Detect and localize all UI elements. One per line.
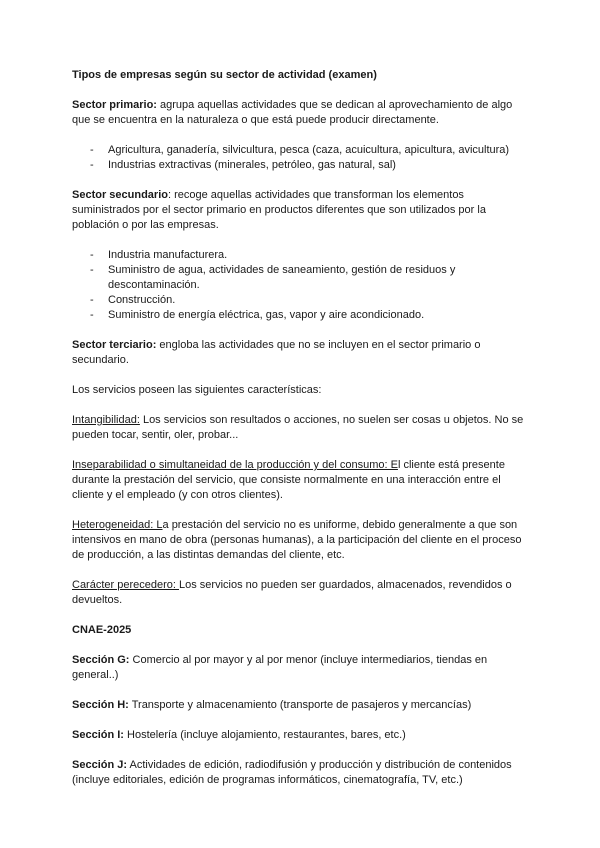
seccion-j bbox=[72, 758, 528, 788]
sector-primario-text: agrupa aquellas actividades que se dedican al aprovechamiento de algo que se encuentra en la naturaleza o que está puede producir directamente. bbox=[72, 99, 513, 126]
sector-primario-label: Sector primario: bbox=[72, 99, 157, 111]
sector-terciario-paragraph bbox=[72, 338, 528, 368]
seccion-h bbox=[72, 698, 528, 713]
caracteristica-inseparabilidad bbox=[72, 458, 528, 503]
caracteristica-perecedero bbox=[72, 578, 528, 608]
sector-terciario-text: engloba las actividades que no se incluyen en el sector primario o secundario. bbox=[72, 339, 481, 366]
seccion-i bbox=[72, 728, 528, 743]
sector-secundario-label: Sector secundario bbox=[72, 189, 168, 201]
seccion-text: Comercio al por mayor y al por menor (incluye intermediarios, tiendas en general..) bbox=[72, 654, 488, 681]
caracteristica-label: Heterogeneidad: L bbox=[72, 519, 163, 531]
list-item: - Suministro de energía eléctrica, gas, vapor y aire acondicionado. bbox=[72, 308, 528, 323]
caracteristica-heterogeneidad bbox=[72, 518, 528, 563]
caracteristica-label: Carácter perecedero: bbox=[72, 579, 179, 591]
caracteristica-text: a prestación del servicio no es uniforme, debido generalmente a que son intensivos en mano de obra (personas humanas), a la participación del cliente en el proceso de producción, a las distintas demandas del cliente, etc. bbox=[72, 519, 522, 561]
seccion-text: Hostelería (incluye alojamiento, restaurantes, bares, etc.) bbox=[123, 729, 406, 741]
caracteristica-text: l cliente está presente durante la prestación del servicio, que consiste normalmente en una interacción entre el cliente y el empleado (y con otros clientes). bbox=[72, 459, 505, 501]
sector-primario-list bbox=[72, 143, 528, 173]
caracteristica-label: Intangibilidad: bbox=[72, 414, 140, 426]
caracteristica-text: Los servicios no pueden ser guardados, almacenados, revendidos o devueltos. bbox=[72, 579, 512, 606]
sector-terciario-label: Sector terciario: bbox=[72, 339, 157, 351]
servicios-intro: Los servicios poseen las siguientes características: bbox=[72, 384, 322, 396]
sector-primario-paragraph bbox=[72, 98, 528, 128]
sector-secundario-list bbox=[72, 248, 528, 323]
caracteristica-label: Inseparabilidad o simultaneidad de la producción y del consumo: E bbox=[72, 459, 398, 471]
sector-secundario-paragraph bbox=[72, 188, 528, 233]
seccion-text: Transporte y almacenamiento (transporte de pasajeros y mercancías) bbox=[128, 699, 472, 711]
sector-secundario-text: : recoge aquellas actividades que transforman los elementos suministrados por el sector primario en productos diferentes que son utilizados por la población o por las empresas. bbox=[72, 189, 486, 231]
list-item: - Industrias extractivas (minerales, petróleo, gas natural, sal) bbox=[72, 158, 528, 173]
document-title: Tipos de empresas según su sector de actividad (examen) bbox=[72, 69, 377, 81]
list-item: - Construcción. bbox=[72, 293, 528, 308]
caracteristica-intangibilidad bbox=[72, 413, 528, 443]
seccion-label: Sección I: bbox=[72, 729, 124, 741]
seccion-g bbox=[72, 653, 528, 683]
caracteristica-text: Los servicios son resultados o acciones, no suelen ser cosas u objetos. No se pueden tocar, sentir, oler, probar... bbox=[72, 414, 524, 441]
document-page bbox=[72, 68, 528, 803]
seccion-label: Sección J: bbox=[72, 759, 128, 771]
cnae-heading: CNAE-2025 bbox=[72, 624, 132, 636]
seccion-label: Sección G: bbox=[72, 654, 130, 666]
list-item: - Suministro de agua, actividades de saneamiento, gestión de residuos y descontaminación. bbox=[72, 263, 528, 293]
list-item: - Industria manufacturera. bbox=[72, 248, 528, 263]
seccion-text: Actividades de edición, radiodifusión y producción y distribución de contenidos (incluye editoriales, edición de programas informáticos, cinematografía, TV, etc.) bbox=[72, 759, 512, 786]
seccion-label: Sección H: bbox=[72, 699, 129, 711]
list-item: - Agricultura, ganadería, silvicultura, pesca (caza, acuicultura, apicultura, avicultura) bbox=[72, 143, 528, 158]
